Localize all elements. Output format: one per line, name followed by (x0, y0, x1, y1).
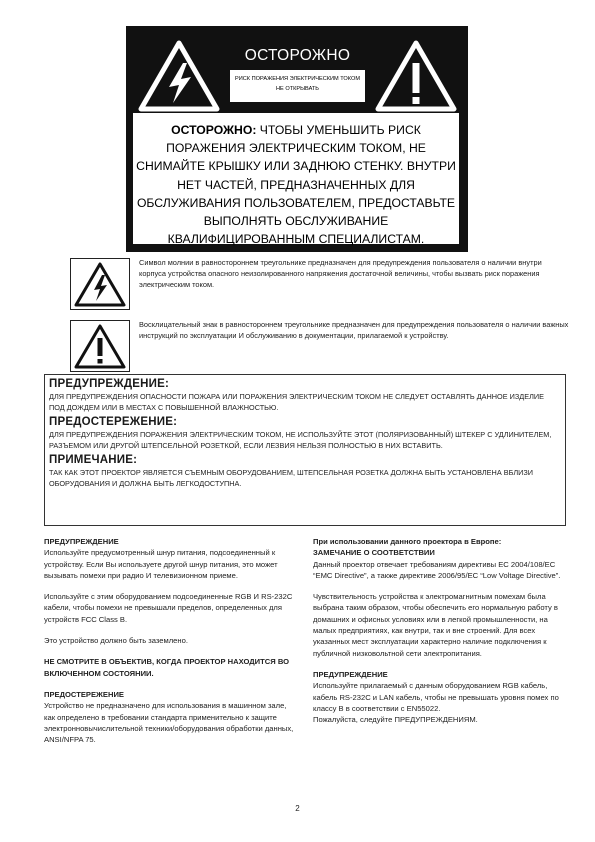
lightning-explanation-text: Символ молнии в равностороннем треугольнике предназначен для предупреждения пользователя о наличии внутри корпуса устройства опасного неизолированного напряжения достаточной величины, чтобы вызвать риск поражения электрическим током. (139, 258, 542, 289)
left-column (44, 536, 296, 745)
right-paragraph-1: Данный проектор отвечает требованиям директивы EC 2004/108/EC “EMC Directive”, а также директиве 2006/95/EC “Low Voltage Directive”. (313, 559, 561, 580)
caution-label-block (126, 26, 468, 252)
warning-text: ДЛЯ ПРЕДУПРЕЖДЕНИЯ ОПАСНОСТИ ПОЖАРА ИЛИ ПОРАЖЕНИЯ ЭЛЕКТРИЧЕСКИМ ТОКОМ НЕ СЛЕДУЕТ ОСТАВЛЯТЬ ДАННОЕ ИЗДЕЛИЕ ПОД ДОЖДЕМ ИЛИ В МЕСТАХ С ПОВЫШЕННОЙ ВЛАЖНОСТЬЮ. (49, 392, 544, 412)
caution-main-body: ЧТОБЫ УМЕНЬШИТЬ РИСК ПОРАЖЕНИЯ ЭЛЕКТРИЧЕСКИМ ТОКОМ, НЕ СНИМАЙТЕ КРЫШКУ ИЛИ ЗАДНЮЮ СТЕНКУ. ВНУТРИ НЕТ ЧАСТЕЙ, ПРЕДНАЗНАЧЕННЫХ ДЛЯ ОБСЛУЖИВАНИЯ ПОЛЬЗОВАТЕЛЕМ, ПРЕДОСТАВЬТЕ ВЫПОЛНЯТЬ ОБСЛУЖИВАНИЕ КВАЛИФИЦИРОВАННЫМ СПЕЦИАЛИСТАМ. (136, 123, 456, 247)
lens-notice: НЕ СМОТРИТЕ В ОБЪЕКТИВ, КОГДА ПРОЕКТОР НАХОДИТСЯ ВО ВКЛЮЧЕННОМ СОСТОЯНИИ. (44, 657, 290, 678)
caution-sub-line-1: РИСК ПОРАЖЕНИЯ ЭЛЕКТРИЧЕСКИМ ТОКОМ (235, 76, 360, 82)
caution-subtext (230, 70, 365, 102)
caution-title: ПРЕДОСТЕРЕЖЕНИЕ: (49, 416, 178, 428)
warning-title: ПРЕДУПРЕЖДЕНИЕ: (49, 378, 170, 390)
right-warning-heading: ПРЕДУПРЕЖДЕНИЕ (313, 669, 388, 679)
left-paragraph-4: Устройство не предназначено для использования в машинном зале, как определено в требовании стандарта применительно к защите электронновычислительной техники/оборудования обработки данных, ANSI/NFPA 75. (44, 701, 294, 745)
caution-main-text (133, 113, 459, 247)
left-paragraph-2: Используйте с этим оборудованием подсоединенные RGB И RS-232C кабели, чтобы помехи не превышали пределов, определенных для устройств FCC Class B. (44, 592, 293, 624)
warnings-box (44, 374, 566, 526)
exclamation-explanation-text: Восклицательный знак в равностороннем треугольнике предназначен для предупреждения пользователя о наличии важных инструкций по эксплуатации И обслуживанию в документации, прилагаемой к устройству. (139, 320, 569, 340)
caution-text: ДЛЯ ПРЕДУПРЕЖДЕНИЯ ПОРАЖЕНИЯ ЭЛЕКТРИЧЕСКИМ ТОКОМ, НЕ ИСПОЛЬЗУЙТЕ ЭТОТ (ПОЛЯРИЗОВАННЫЙ) ШТЕКЕР С УДЛИНИТЕЛЕМ, РАЗЪЕМОМ ИЛИ ДРУГОЙ ШТЕПСЕЛЬНОЙ РОЗЕТКОЙ, ЕСЛИ ЛЕЗВИЯ НЕЛЬЗЯ ПОЛНОСТЬЮ В НИХ ВСТАВИТЬ. (49, 430, 552, 450)
left-paragraph-3: Это устройство должно быть заземлено. (44, 636, 188, 646)
left-warning-heading: ПРЕДУПРЕЖДЕНИЕ (44, 537, 119, 546)
caution-sub-line-2: НЕ ОТКРЫВАТЬ (276, 86, 319, 92)
caution-heading: ОСТОРОЖНО (244, 47, 351, 64)
lightning-warning-icon (137, 39, 221, 113)
left-caution-heading: ПРЕДОСТЕРЕЖЕНИЕ (44, 689, 124, 699)
right-paragraph-3: Используйте прилагаемый с данным оборудованием RGB кабель, кабель RS-232C и LAN кабель, чтобы не превышать уровня помех по классу B в соответствии с EN55022. (313, 681, 559, 713)
page-number: 2 (295, 804, 300, 813)
exclamation-warning-icon (374, 39, 458, 113)
note-text: ТАК КАК ЭТОТ ПРОЕКТОР ЯВЛЯЕТСЯ СЪЕМНЫМ ОБОРУДОВАНИЕМ, ШТЕПСЕЛЬНАЯ РОЗЕТКА ДОЛЖНА БЫТЬ УСТАНОВЛЕНА ВБЛИЗИ ОБОРУДОВАНИЯ И ДОЛЖНА БЫТЬ ЛЕГКОДОСТУПНА. (49, 468, 534, 488)
exclamation-icon (70, 320, 130, 372)
europe-heading: При использовании данного проектора в Европе: (313, 537, 502, 546)
note-title: ПРИМЕЧАНИЕ: (49, 454, 138, 466)
caution-main-bold: ОСТОРОЖНО: (171, 123, 257, 137)
right-paragraph-2: Чувствительность устройства к электромагнитным помехам была выбрана таким образом, чтобы обеспечить его нормальную работу в домашних и офисных условиях или в легкой промышленности, на малых предприятиях, как внутри, так и вне строений. Для всех указанных мест эксплуатации характерно наличие подключения к публичной низковольтной сети электропитания. (313, 592, 558, 658)
left-paragraph-1: Используйте предусмотренный шнур питания, подсоединенный к устройству. Если Вы используете другой шнур питания, это может вызывать помехи при радио И телевизионном приеме. (44, 548, 278, 580)
right-column (313, 536, 565, 725)
lightning-icon (70, 258, 130, 310)
compliance-heading: ЗАМЕЧАНИЕ О СООТВЕТСТВИИ (313, 548, 435, 558)
right-paragraph-4: Пожалуйста, следуйте ПРЕДУПРЕЖДЕНИЯМ. (313, 715, 478, 725)
